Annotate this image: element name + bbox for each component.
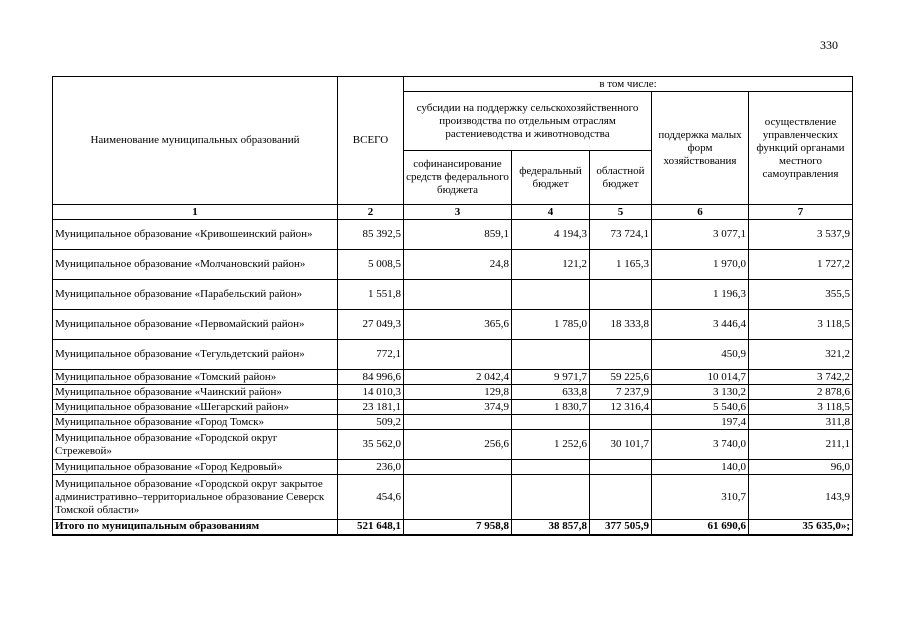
management-value: 3 537,9 — [749, 220, 853, 250]
total-value: 772,1 — [338, 340, 404, 370]
municipality-name: Муниципальное образование «Парабельский район» — [53, 280, 338, 310]
table-row — [53, 415, 853, 430]
table-row — [53, 475, 853, 520]
federal-value — [512, 460, 590, 475]
header-management: осуществление управленческих функций органами местного самоуправления — [749, 92, 853, 205]
total-value: 27 049,3 — [338, 310, 404, 340]
total-value: 14 010,3 — [338, 385, 404, 400]
header-regional: областной бюджет — [590, 151, 652, 205]
cofinancing-value: 256,6 — [404, 430, 512, 460]
header-including: в том числе: — [404, 77, 853, 92]
management-value: 211,1 — [749, 430, 853, 460]
municipality-name: Муниципальное образование «Городской округ закрытое административно–территориальное образование Северск Томской области» — [53, 475, 338, 520]
total-value: 236,0 — [338, 460, 404, 475]
municipality-name: Муниципальное образование «Город Кедровый» — [53, 460, 338, 475]
regional-value — [590, 475, 652, 520]
management-value: 3 118,5 — [749, 400, 853, 415]
column-number: 1 — [53, 205, 338, 220]
management-value: 96,0 — [749, 460, 853, 475]
total-small-business: 61 690,6 — [652, 520, 749, 535]
small-business-value: 3 130,2 — [652, 385, 749, 400]
small-business-value: 3 077,1 — [652, 220, 749, 250]
federal-value: 9 971,7 — [512, 370, 590, 385]
cofinancing-value — [404, 460, 512, 475]
total-management: 35 635,0»; — [749, 520, 853, 535]
regional-value — [590, 280, 652, 310]
management-value: 321,2 — [749, 340, 853, 370]
municipality-name: Муниципальное образование «Молчановский район» — [53, 250, 338, 280]
municipality-name: Муниципальное образование «Чаинский район» — [53, 385, 338, 400]
table-row — [53, 430, 853, 460]
column-number: 6 — [652, 205, 749, 220]
total-value: 84 996,6 — [338, 370, 404, 385]
small-business-value: 450,9 — [652, 340, 749, 370]
municipality-name: Муниципальное образование «Первомайский район» — [53, 310, 338, 340]
total-value: 1 551,8 — [338, 280, 404, 310]
cofinancing-value — [404, 415, 512, 430]
header-federal: федеральный бюджет — [512, 151, 590, 205]
federal-value: 1 785,0 — [512, 310, 590, 340]
federal-value — [512, 475, 590, 520]
total-value: 5 008,5 — [338, 250, 404, 280]
regional-value — [590, 460, 652, 475]
total-row — [53, 520, 853, 535]
federal-value — [512, 415, 590, 430]
total-value: 454,6 — [338, 475, 404, 520]
total-value: 521 648,1 — [338, 520, 404, 535]
table-row — [53, 400, 853, 415]
management-value: 355,5 — [749, 280, 853, 310]
small-business-value: 1 970,0 — [652, 250, 749, 280]
cofinancing-value — [404, 475, 512, 520]
small-business-value: 3 740,0 — [652, 430, 749, 460]
federal-value — [512, 340, 590, 370]
column-number: 2 — [338, 205, 404, 220]
cofinancing-value: 374,9 — [404, 400, 512, 415]
total-value: 85 392,5 — [338, 220, 404, 250]
header-small-business: поддержка малых форм хозяйствования — [652, 92, 749, 205]
federal-value: 1 252,6 — [512, 430, 590, 460]
table-row — [53, 340, 853, 370]
table-row — [53, 310, 853, 340]
management-value: 2 878,6 — [749, 385, 853, 400]
header-subsidies: субсидии на поддержку сельскохозяйственного производства по отдельным отраслям растениеводства и животноводства — [404, 92, 652, 151]
table-row — [53, 385, 853, 400]
small-business-value: 197,4 — [652, 415, 749, 430]
header-name: Наименование муниципальных образований — [53, 77, 338, 205]
header-cofinancing: софинансирование средств федерального бюджета — [404, 151, 512, 205]
regional-value: 1 165,3 — [590, 250, 652, 280]
federal-value: 1 830,7 — [512, 400, 590, 415]
cofinancing-value: 859,1 — [404, 220, 512, 250]
municipality-name: Муниципальное образование «Тегульдетский район» — [53, 340, 338, 370]
total-label: Итого по муниципальным образованиям — [53, 520, 338, 535]
column-number: 4 — [512, 205, 590, 220]
municipality-name: Муниципальное образование «Томский район» — [53, 370, 338, 385]
management-value: 311,8 — [749, 415, 853, 430]
small-business-value: 140,0 — [652, 460, 749, 475]
federal-value: 121,2 — [512, 250, 590, 280]
federal-value: 633,8 — [512, 385, 590, 400]
regional-value: 7 237,9 — [590, 385, 652, 400]
cofinancing-value: 24,8 — [404, 250, 512, 280]
column-number: 3 — [404, 205, 512, 220]
total-value: 23 181,1 — [338, 400, 404, 415]
municipality-name: Муниципальное образование «Шегарский район» — [53, 400, 338, 415]
total-value: 509,2 — [338, 415, 404, 430]
regional-value: 59 225,6 — [590, 370, 652, 385]
page-number: 330 — [820, 38, 838, 52]
regional-value: 18 333,8 — [590, 310, 652, 340]
table-row — [53, 250, 853, 280]
regional-value: 30 101,7 — [590, 430, 652, 460]
management-value: 1 727,2 — [749, 250, 853, 280]
cofinancing-value — [404, 280, 512, 310]
management-value: 3 742,2 — [749, 370, 853, 385]
total-cofinancing: 7 958,8 — [404, 520, 512, 535]
table-row — [53, 370, 853, 385]
cofinancing-value: 2 042,4 — [404, 370, 512, 385]
federal-value — [512, 280, 590, 310]
table-row — [53, 220, 853, 250]
small-business-value: 5 540,6 — [652, 400, 749, 415]
total-value: 35 562,0 — [338, 430, 404, 460]
header-total: ВСЕГО — [338, 77, 404, 205]
cofinancing-value: 129,8 — [404, 385, 512, 400]
regional-value: 12 316,4 — [590, 400, 652, 415]
small-business-value: 3 446,4 — [652, 310, 749, 340]
municipality-name: Муниципальное образование «Кривошеинский район» — [53, 220, 338, 250]
small-business-value: 310,7 — [652, 475, 749, 520]
management-value: 143,9 — [749, 475, 853, 520]
cofinancing-value — [404, 340, 512, 370]
cofinancing-value: 365,6 — [404, 310, 512, 340]
total-regional: 377 505,9 — [590, 520, 652, 535]
subsidy-table — [52, 76, 853, 536]
municipality-name: Муниципальное образование «Городской округ Стрежевой» — [53, 430, 338, 460]
regional-value — [590, 340, 652, 370]
column-number: 5 — [590, 205, 652, 220]
small-business-value: 1 196,3 — [652, 280, 749, 310]
management-value: 3 118,5 — [749, 310, 853, 340]
municipality-name: Муниципальное образование «Город Томск» — [53, 415, 338, 430]
table-row — [53, 280, 853, 310]
total-federal: 38 857,8 — [512, 520, 590, 535]
small-business-value: 10 014,7 — [652, 370, 749, 385]
table-row — [53, 460, 853, 475]
regional-value: 73 724,1 — [590, 220, 652, 250]
federal-value: 4 194,3 — [512, 220, 590, 250]
column-number: 7 — [749, 205, 853, 220]
regional-value — [590, 415, 652, 430]
